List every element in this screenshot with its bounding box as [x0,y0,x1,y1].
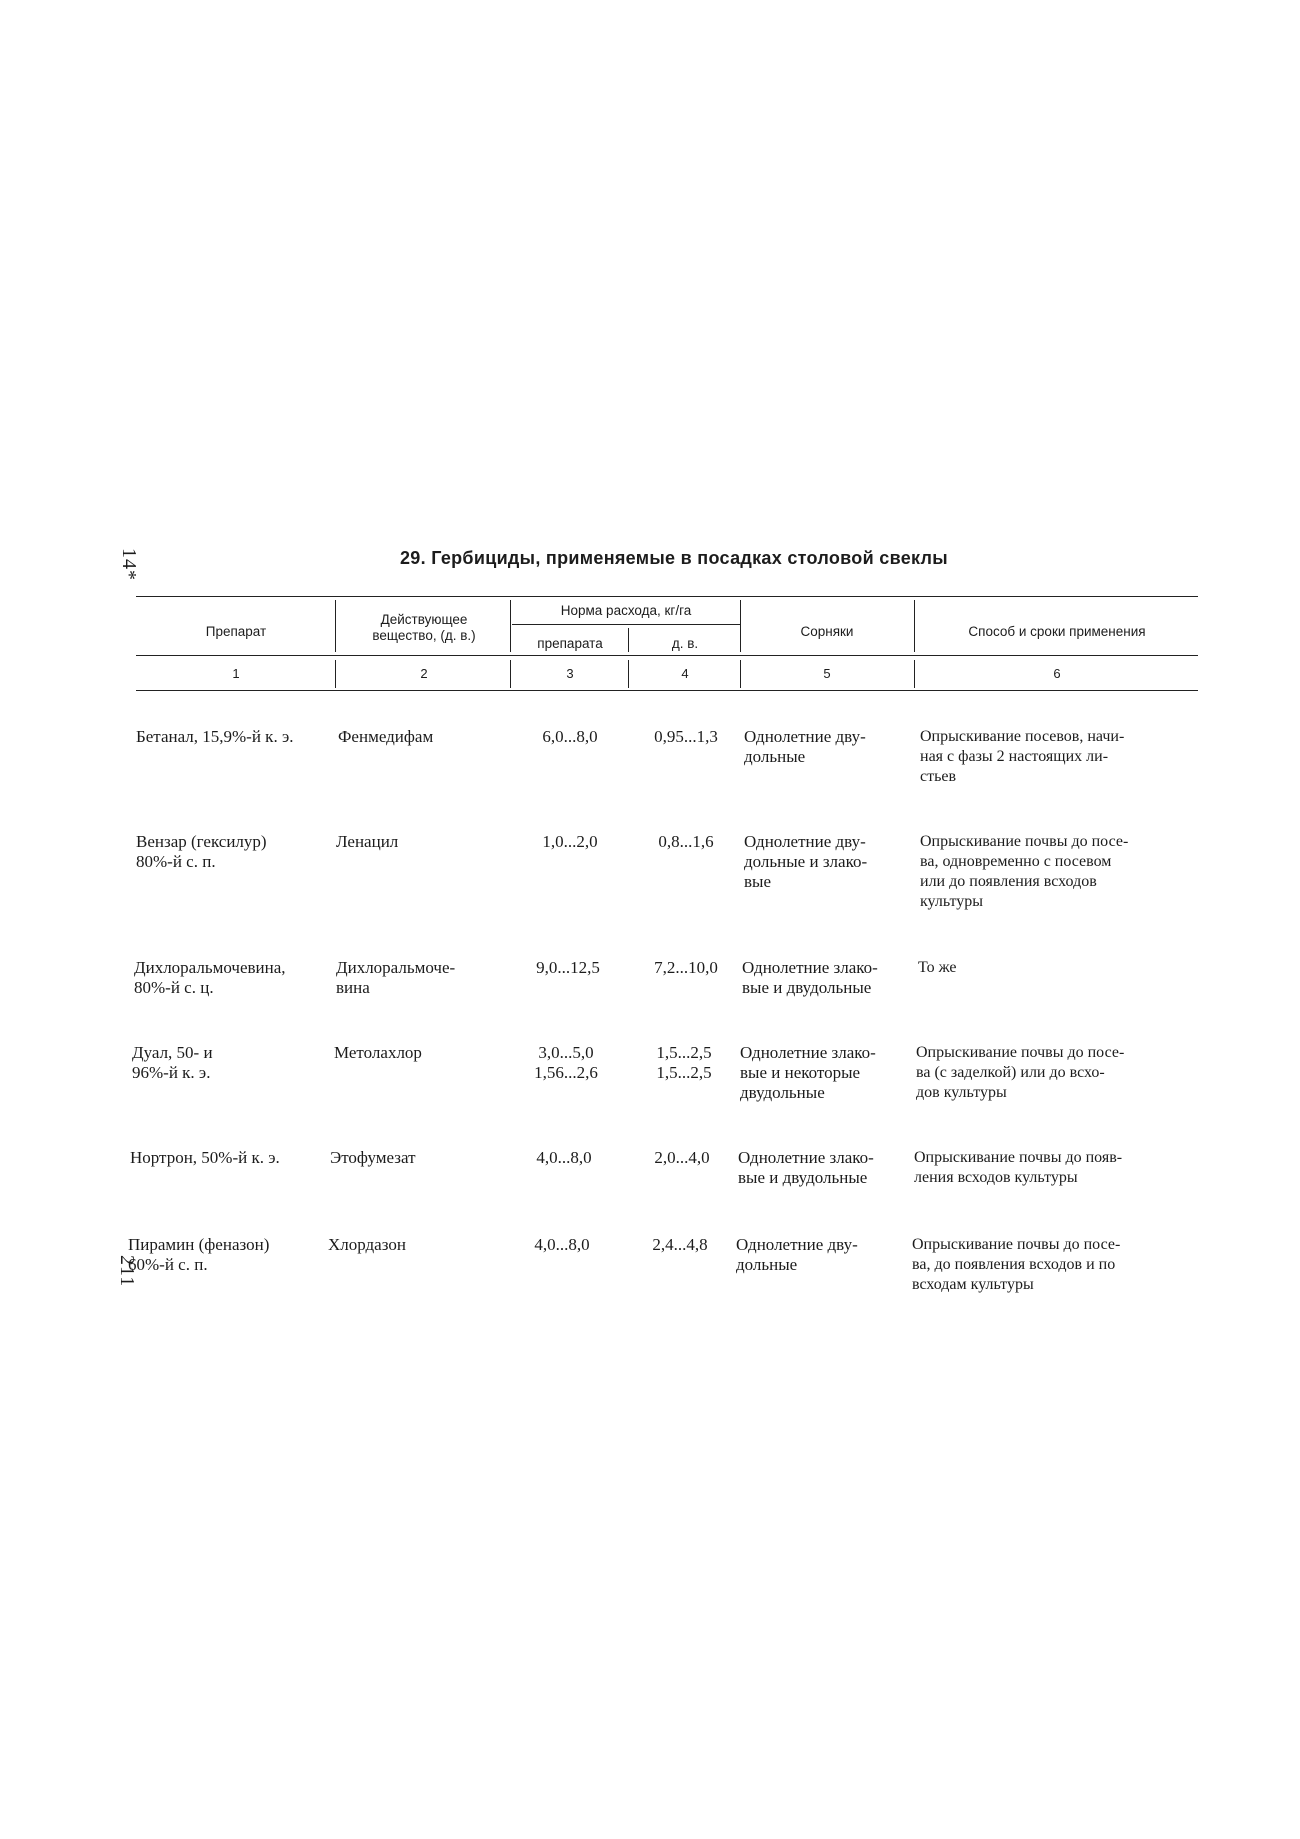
cell-rate-preparation: 6,0...8,0 [542,727,598,746]
cell-rate-active: 0,95...1,3 [654,727,718,746]
cell-substance: Хлордазон [328,1235,406,1254]
cell-rate-preparation: 4,0...8,0 [536,1148,592,1167]
cell-preparation: Вензар (гексилур) 80%-й с. п. [136,832,267,871]
cell-method: Опрыскивание почвы до появ- ления всходов культуры [914,1149,1123,1186]
number-row-rule [136,690,1198,691]
cell-substance: Метолахлор [334,1043,422,1062]
col-divider [335,600,336,652]
col-divider [914,660,915,688]
header-rate-preparation: препарата [537,636,603,651]
cell-method: Опрыскивание почвы до посе- ва, до появления всходов и по всходам культуры [912,1236,1121,1293]
cell-weeds: Однолетние злако- вые и двудольные [738,1148,874,1187]
column-number: 3 [566,666,574,681]
cell-substance: Фенмедифам [338,727,434,746]
cell-rate-active: 2,0...4,0 [654,1148,710,1167]
col-divider [510,600,511,652]
group-subrule [512,624,740,625]
col-divider [740,600,741,652]
cell-rate-preparation: 1,0...2,0 [542,832,598,851]
cell-rate-active: 7,2...10,0 [654,958,718,977]
cell-method: То же [918,959,957,976]
column-number: 2 [420,666,428,681]
cell-substance: Этофумезат [330,1148,416,1167]
col-divider [510,660,511,688]
cell-weeds: Однолетние злако- вые и двудольные [742,958,878,997]
cell-weeds: Однолетние дву- дольные [744,727,866,766]
cell-method: Опрыскивание посевов, начи- ная с фазы 2 настоящих ли- стьев [920,728,1125,785]
cell-preparation: Пирамин (феназон) 60%-й с. п. [128,1235,270,1274]
column-number: 6 [1053,666,1061,681]
col-divider [740,660,741,688]
cell-preparation: Дуал, 50- и 96%-й к. э. [132,1043,213,1082]
cell-weeds: Однолетние дву- дольные и злако- вые [744,832,868,891]
table-top-rule [136,596,1198,597]
cell-preparation: Нортрон, 50%-й к. э. [130,1148,280,1167]
header-active-substance: Действующее вещество, (д. в.) [372,612,476,643]
cell-weeds: Однолетние дву- дольные [736,1235,858,1274]
col-divider [628,660,629,688]
signature-mark: 14* [118,548,140,581]
table-title: 29. Гербициды, применяемые в посадках столовой свеклы [400,548,948,568]
cell-rate-preparation: 9,0...12,5 [536,958,600,977]
column-number: 5 [823,666,831,681]
cell-method: Опрыскивание почвы до посе- ва (с заделкой) или до всхо- дов культуры [916,1044,1125,1101]
cell-method: Опрыскивание почвы до посе- ва, одновременно с посевом или до появления всходов культуры [920,833,1129,910]
cell-preparation: Бетанал, 15,9%-й к. э. [136,727,294,746]
col-divider [335,660,336,688]
cell-rate-active: 2,4...4,8 [652,1235,708,1254]
cell-rate-active: 0,8...1,6 [658,832,714,851]
col-divider [628,628,629,652]
header-method: Способ и сроки применения [968,624,1146,639]
cell-preparation: Дихлоральмочевина, 80%-й с. ц. [134,958,286,997]
cell-substance: Ленацил [336,832,399,851]
header-weeds: Сорняки [800,624,854,639]
column-number: 1 [232,666,240,681]
col-divider [914,600,915,652]
cell-rate-active: 1,5...2,5 1,5...2,5 [656,1043,712,1082]
cell-substance: Дихлоральмоче- вина [336,958,456,997]
header-preparation: Препарат [205,624,267,639]
header-rate-active: д. в. [671,636,699,651]
page-number: 211 [116,1255,138,1288]
cell-rate-preparation: 3,0...5,0 1,56...2,6 [534,1043,598,1082]
cell-weeds: Однолетние злако- вые и некоторые двудольные [740,1043,876,1102]
header-rate-group: Норма расхода, кг/га [560,603,692,618]
cell-rate-preparation: 4,0...8,0 [534,1235,590,1254]
column-number: 4 [681,666,689,681]
header-bottom-rule [136,655,1198,656]
